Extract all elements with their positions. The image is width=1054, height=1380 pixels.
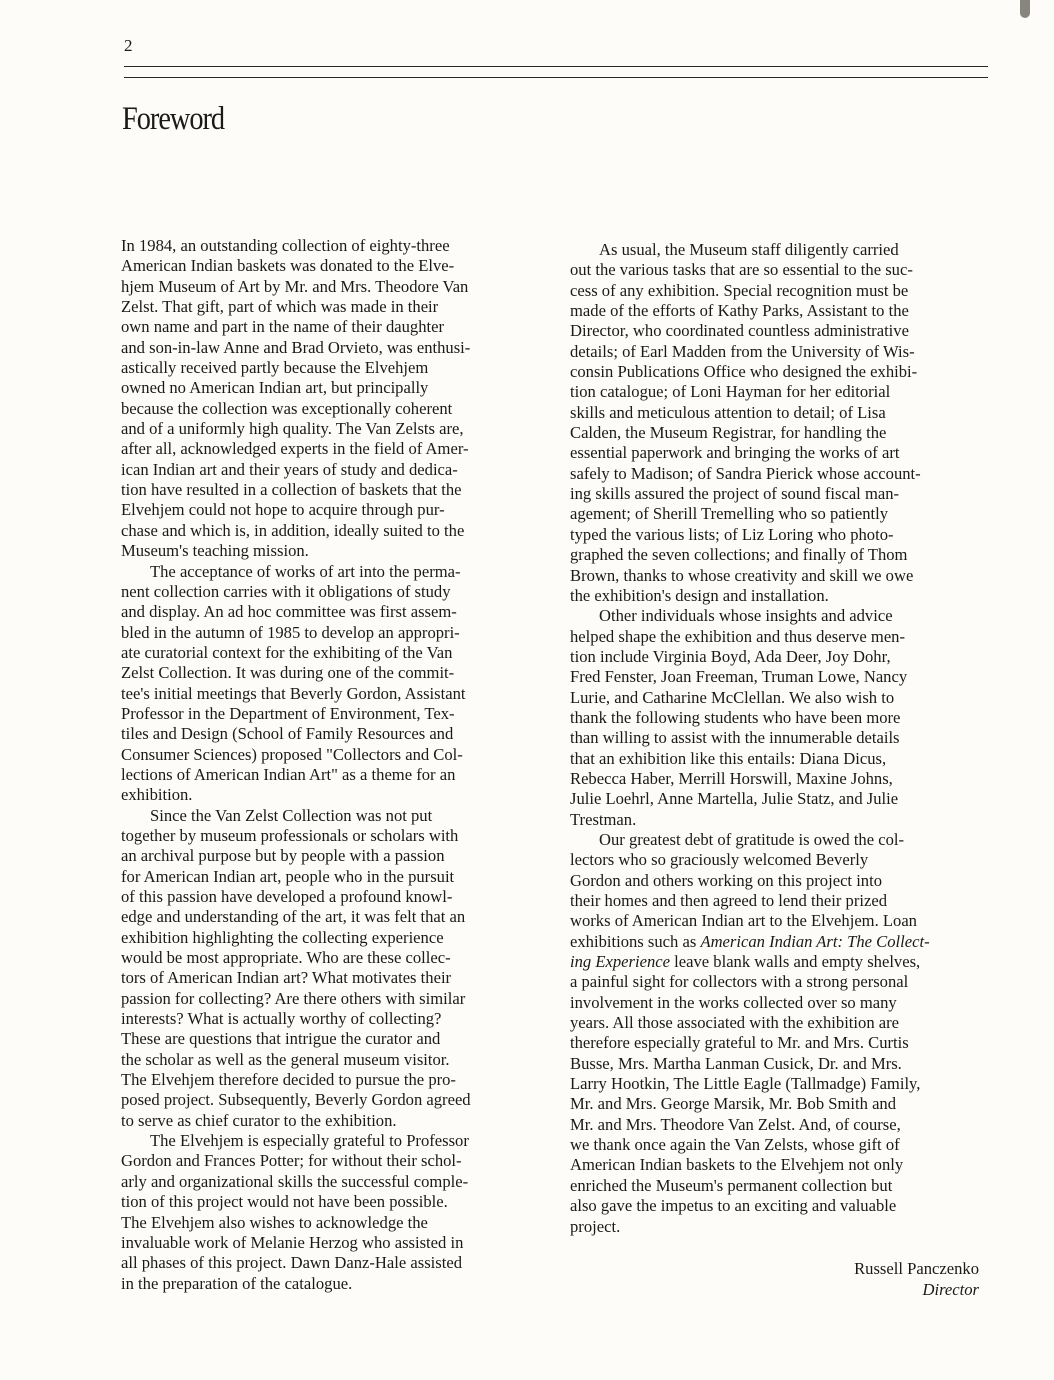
text-line: tion include Virginia Boyd, Ada Deer, Joy Dohr, (570, 646, 891, 666)
text-line: These are questions that intrigue the curator and (121, 1029, 441, 1049)
text-line: typed the various lists; of Liz Loring who photo- (570, 524, 894, 544)
text-line: astically received partly because the Elvehjem (121, 358, 429, 378)
text-line: tion have resulted in a collection of baskets that the (121, 480, 462, 500)
text-line: owned no American Indian art, but principally (121, 378, 429, 398)
text-line: essential paperwork and bringing the works of art (570, 443, 900, 463)
text-line: therefore especially grateful to Mr. and Mrs. Curtis (570, 1033, 909, 1053)
text-line: Rebecca Haber, Merrill Horswill, Maxine Johns, (570, 768, 893, 788)
text-segment: exhibitions such as (570, 931, 701, 951)
text-line: of this passion have developed a profound knowl- (121, 887, 453, 906)
text-line: and of a uniformly high quality. The Van Zelsts are, (121, 419, 464, 439)
text-line (570, 952, 985, 972)
text-line: tiles and Design (School of Family Resources and (121, 724, 454, 744)
text-line: nent collection carries with it obligations of study (121, 581, 451, 601)
text-line: tors of American Indian art? What motivates their (121, 968, 452, 988)
text-line: Zelst Collection. It was during one of the commit- (121, 663, 455, 683)
text-line: Lurie, and Catharine McClellan. We also wish to (570, 687, 895, 707)
text-line: an archival purpose but by people with a passion (121, 846, 445, 866)
text-line: their homes and then agreed to lend their prized (570, 891, 888, 910)
text-line: agement; of Sherill Tremelling who so patiently (570, 504, 889, 524)
text-line (570, 932, 985, 952)
text-line: and display. An ad hoc committee was first assem- (121, 602, 457, 622)
text-line: details; of Earl Madden from the University of Wis- (570, 341, 915, 361)
text-line: edge and understanding of the art, it was felt that an (121, 907, 466, 927)
page-number: 2 (124, 36, 133, 55)
text-line: Mr. and Mrs. Theodore Van Zelst. And, of course, (570, 1114, 901, 1134)
text-line: the scholar as well as the general museum visitor. (121, 1049, 450, 1069)
text-line: Brown, thanks to whose creativity and skill we owe (570, 565, 914, 585)
text-line: tee's initial meetings that Beverly Gordon, Assistant (121, 683, 466, 703)
signature-block (854, 1258, 979, 1300)
right-text-column (570, 240, 985, 1237)
text-line: Busse, Mrs. Martha Lanman Cusick, Dr. and Mrs. (570, 1053, 902, 1073)
italic-title-text: ing Experience (570, 952, 670, 972)
text-line: tion of this project would not have been possible. (121, 1192, 448, 1212)
text-line: to serve as chief curator to the exhibition. (121, 1110, 397, 1130)
text-line: own name and part in the name of their daughter (121, 317, 445, 337)
text-line: enriched the Museum's permanent collection but (570, 1175, 893, 1195)
text-line: graphed the seven collections; and finally of Thom (570, 545, 908, 565)
text-line: Trestman. (570, 809, 637, 829)
text-line: Calden, the Museum Registrar, for handling the (570, 423, 887, 443)
text-line: exhibition highlighting the collecting experience (121, 927, 444, 947)
text-line: Gordon and Frances Potter; for without their schol- (121, 1151, 462, 1171)
text-line: years. All those associated with the exhibition are (570, 1013, 900, 1033)
text-line: Other individuals whose insights and advice (599, 606, 893, 626)
text-line: Elvehjem could not hope to acquire through pur- (121, 500, 445, 520)
text-line: As usual, the Museum staff diligently carried (599, 240, 899, 259)
text-line: Museum's teaching mission. (121, 541, 309, 561)
left-text-column (121, 236, 536, 1294)
signature-name: Russell Panczenko (854, 1259, 979, 1278)
text-line: Since the Van Zelst Collection was not put (150, 805, 433, 825)
text-line: lectors who so graciously welcomed Beverly (570, 850, 869, 870)
text-line: project. (570, 1216, 621, 1236)
text-line: the exhibition's design and installation. (570, 585, 829, 605)
text-line: The Elvehjem also wishes to acknowledge the (121, 1212, 428, 1232)
italic-title-text: American Indian Art: The Collect- (700, 931, 930, 951)
text-line: Mr. and Mrs. George Marsik, Mr. Bob Smith and (570, 1094, 897, 1114)
page-title: Foreword (122, 101, 225, 137)
text-line: The Elvehjem therefore decided to pursue the pro- (121, 1070, 456, 1090)
text-line: posed project. Subsequently, Beverly Gordon agreed (121, 1090, 471, 1110)
text-line: thank the following students who have been more (570, 707, 901, 727)
text-line: American Indian baskets was donated to the Elve- (121, 256, 455, 276)
text-line: because the collection was exceptionally coherent (121, 398, 453, 418)
text-line: In 1984, an outstanding collection of eighty-three (121, 236, 450, 255)
text-line: helped shape the exhibition and thus deserve men- (570, 626, 906, 646)
text-line: and son-in-law Anne and Brad Orvieto, was enthusi- (121, 337, 471, 357)
header-rule-bottom (124, 77, 988, 78)
text-line: involvement in the works collected over so many (570, 992, 897, 1012)
text-line: invaluable work of Melanie Herzog who assisted in (121, 1232, 464, 1252)
text-line: in the preparation of the catalogue. (121, 1273, 353, 1293)
text-line: Fred Fenster, Joan Freeman, Truman Lowe, Nancy (570, 667, 908, 687)
text-line: Zelst. That gift, part of which was made in their (121, 297, 439, 317)
text-line: consin Publications Office who designed the exhibi- (570, 362, 918, 382)
text-line: safely to Madison; of Sandra Pierick whose account- (570, 463, 921, 483)
text-line: The acceptance of works of art into the perma- (150, 561, 461, 581)
text-line: Julie Loehrl, Anne Martella, Julie Statz, and Julie (570, 789, 899, 809)
text-line: also gave the impetus to an exciting and valuable (570, 1196, 897, 1216)
text-line: interests? What is actually worthy of collecting? (121, 1009, 442, 1029)
scan-corner-mark (1020, 0, 1030, 18)
signature-role: Director (922, 1280, 979, 1299)
text-line: chase and which is, in addition, ideally suited to the (121, 520, 465, 540)
text-line: arly and organizational skills the successful comple- (121, 1171, 469, 1191)
text-line: Our greatest debt of gratitude is owed the col- (599, 829, 905, 849)
text-line: Professor in the Department of Environment, Tex- (121, 703, 455, 723)
text-line: bled in the autumn of 1985 to develop an appropri- (121, 622, 460, 642)
text-line: lections of American Indian Art" as a theme for an (121, 764, 456, 784)
text-line: than willing to assist with the innumerable details (570, 728, 900, 748)
text-line: Larry Hootkin, The Little Eagle (Tallmadge) Family, (570, 1074, 921, 1094)
text-line: The Elvehjem is especially grateful to Professor (150, 1131, 469, 1151)
text-line: passion for collecting? Are there others with similar (121, 988, 466, 1008)
text-line: ing skills assured the project of sound fiscal man- (570, 484, 900, 504)
text-line: out the various tasks that are so essential to the suc- (570, 260, 913, 280)
header-rule-top (124, 66, 988, 67)
text-line: made of the efforts of Kathy Parks, Assistant to the (570, 301, 909, 321)
text-line: for American Indian art, people who in the pursuit (121, 866, 455, 886)
text-line: hjem Museum of Art by Mr. and Mrs. Theodore Van (121, 276, 469, 296)
text-line: Consumer Sciences) proposed "Collectors and Col- (121, 744, 463, 764)
text-line: ate curatorial context for the exhibiting of the Van (121, 642, 453, 662)
text-line: Gordon and others working on this project into (570, 870, 883, 890)
text-line: American Indian baskets to the Elvehjem not only (570, 1155, 904, 1175)
text-line: cess of any exhibition. Special recognition must be (570, 280, 909, 300)
text-line: a painful sight for collectors with a strong personal (570, 972, 909, 992)
text-line: works of American Indian art to the Elvehjem. Loan (570, 911, 917, 931)
text-line: after all, acknowledged experts in the field of Amer- (121, 439, 469, 459)
text-line: together by museum professionals or scholars with (121, 825, 459, 845)
text-line: skills and meticulous attention to detail; of Lisa (570, 402, 886, 422)
text-line: we thank once again the Van Zelsts, whose gift of (570, 1135, 900, 1155)
text-line: ican Indian art and their years of study and dedica- (121, 459, 458, 479)
text-segment: leave blank walls and empty shelves, (669, 952, 921, 972)
text-line: Director, who coordinated countless administrative (570, 321, 909, 341)
text-line: would be most appropriate. Who are these collec- (121, 948, 451, 968)
text-line: all phases of this project. Dawn Danz-Hale assisted (121, 1253, 462, 1273)
text-line: exhibition. (121, 785, 193, 805)
text-line: that an exhibition like this entails: Diana Dicus, (570, 748, 887, 768)
text-line: tion catalogue; of Loni Hayman for her editorial (570, 382, 891, 402)
